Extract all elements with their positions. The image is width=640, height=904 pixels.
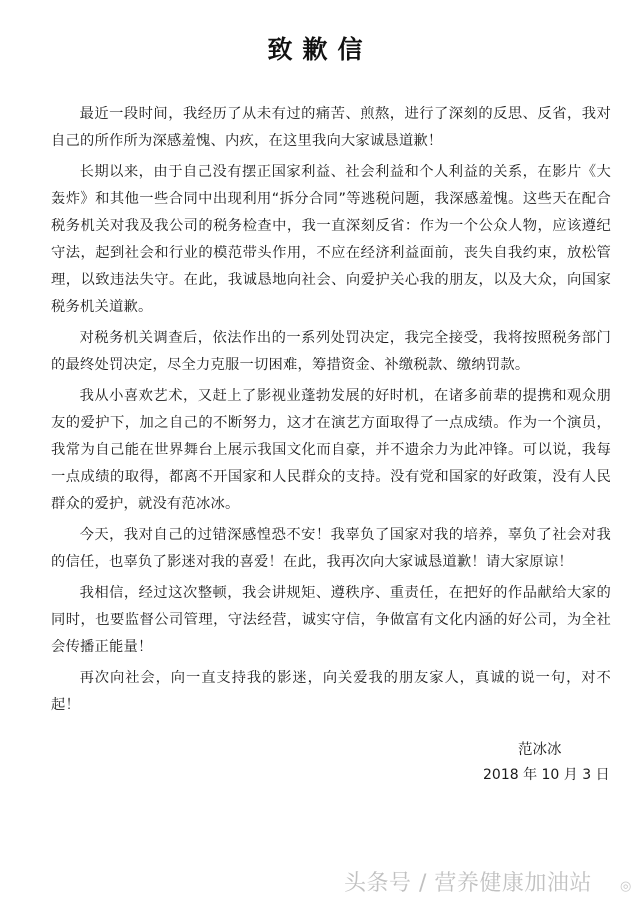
paragraph-4: 我从小喜欢艺术，又赶上了影视业蓬勃发展的好时机，在诸多前辈的提携和观众朋友的爱护下，加之自己的不断努力，这才在演艺方面取得了一点成绩。作为一个演员，我常为自己能在世界舞台上展示我国文化而自豪，并不遗余力为此冲锋。可以说，我每一点成绩的取得，都离不开国家和人民群众的支持。没有党和国家的好政策，没有人民群众的爱护，就没有范冰冰。	[51, 388, 611, 512]
paragraph-5: 今天，我对自己的过错深感惶恐不安！我辜负了国家对我的培养，辜负了社会对我的信任，也辜负了影迷对我的喜爱！在此，我再次向大家诚恳道歉！请大家原谅！	[51, 527, 611, 570]
letter-date: 2018 年 10 月 3 日	[483, 767, 610, 783]
paragraph-6: 我相信，经过这次整顿，我会讲规矩、遵秩序、重责任，在把好的作品献给大家的同时，也要监督公司管理，守法经营，诚实守信，争做富有文化内涵的好公司，为全社会传播正能量！	[51, 585, 611, 655]
paragraph-3: 对税务机关调查后，依法作出的一系列处罚决定，我完全接受，我将按照税务部门的最终处罚决定，尽全力克服一切困难，筹措资金、补缴税款、缴纳罚款。	[51, 330, 611, 373]
letter-title: 致歉信	[267, 35, 373, 64]
source-watermark: 头条号 / 营养健康加油站	[344, 871, 592, 896]
paragraph-7: 再次向社会，向一直支持我的影迷，向关爱我的朋友家人，真诚的说一句，对不起！	[51, 670, 611, 713]
paragraph-2: 长期以来，由于自己没有摆正国家利益、社会利益和个人利益的关系，在影片《大轰炸》和其他一些合同中出现利用“拆分合同”等逃税问题，我深感羞愧。这些天在配合税务机关对我及我公司的税务检查中，我一直深刻反省：作为一个公众人物，应该遵纪守法，起到社会和行业的模范带头作用，不应在经济利益面前，丧失自我约束，放松管理，以致违法失守。在此，我诚恳地向社会、向爱护关心我的朋友，以及大众，向国家税务机关道歉。	[51, 164, 611, 315]
paragraph-1: 最近一段时间，我经历了从未有过的痛苦、煎熬，进行了深刻的反思、反省，我对自己的所作所为深感羞愧、内疚，在这里我向大家诚恳道歉！	[51, 106, 611, 149]
signature: 范冰冰	[518, 742, 562, 758]
letter-body	[51, 101, 611, 723]
watermark-logo-icon: ◎	[620, 879, 632, 894]
